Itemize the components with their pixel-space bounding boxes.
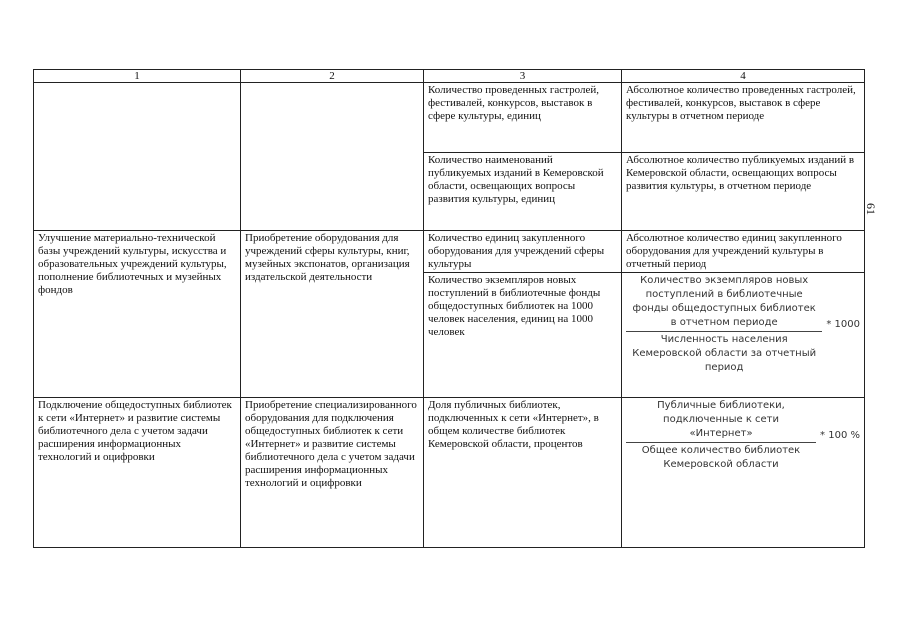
- table-header-row: [34, 70, 865, 83]
- method-cell: Абсолютное количество проведенных гастролей, фестивалей, конкурсов, выставок в сфере культуры в отчетном периоде: [622, 83, 865, 153]
- formula-numerator: Количество экземпляров новых поступлений в библиотечные фонды общедоступных библиотек в отчетном периоде: [626, 274, 822, 332]
- formula-internet-share: [626, 399, 860, 472]
- activity-cell: Приобретение оборудования для учреждений сферы культуры, книг, музейных экспонатов, организация издательской деятельности: [241, 231, 424, 398]
- formula-cell: [622, 398, 865, 548]
- table-row: [34, 231, 865, 273]
- formula-multiplier: * 100 %: [820, 429, 860, 441]
- indicator-cell: Количество экземпляров новых поступлений в библиотечные фонды общедоступных библиотек на 1000 человек населения, единиц на 1000 человек: [424, 273, 622, 398]
- indicator-cell: Количество единиц закупленного оборудования для учреждений сферы культуры: [424, 231, 622, 273]
- method-cell: Абсолютное количество единиц закупленного оборудования для учреждений культуры в отчетный период: [622, 231, 865, 273]
- indicator-cell: Количество наименований публикуемых изданий в Кемеровской области, освещающих вопросы развития культуры, единиц: [424, 153, 622, 231]
- fraction: [626, 399, 816, 472]
- indicator-cell: Количество проведенных гастролей, фестивалей, конкурсов, выставок в сфере культуры, единиц: [424, 83, 622, 153]
- table-row: [34, 398, 865, 548]
- table-row: [34, 83, 865, 153]
- formula-denominator: Общее количество библиотек Кемеровской области: [641, 445, 801, 470]
- activity-cell: Приобретение специализированного оборудования для подключения общедоступных библиотек к сети «Интернет» и развитие системы библиотечного дела с учетом задачи расширения информационных технологий и оцифровки: [241, 398, 424, 548]
- formula-cell: [622, 273, 865, 398]
- header-col-2: 2: [241, 70, 424, 83]
- header-col-3: 3: [424, 70, 622, 83]
- row-1-col-1-empty: [34, 83, 241, 231]
- method-cell: Абсолютное количество публикуемых изданий в Кемеровской области, освещающих вопросы развития культуры, в отчетном периоде: [622, 153, 865, 231]
- indicator-cell: Доля публичных библиотек, подключенных к сети «Интернет», в общем количестве библиотек Кемеровской области, процентов: [424, 398, 622, 548]
- formula-numerator: Публичные библиотеки, подключенные к сети «Интернет»: [626, 399, 816, 443]
- header-col-4: 4: [622, 70, 865, 83]
- task-cell: Улучшение материально-технической базы учреждений культуры, искусства и образовательных учреждений культуры, пополнение библиотечных и музейных фондов: [34, 231, 241, 398]
- fraction: [626, 274, 822, 375]
- page-number: 61: [864, 203, 878, 215]
- formula-multiplier: * 1000: [826, 318, 860, 330]
- header-col-1: 1: [34, 70, 241, 83]
- formula-denominator: Численность населения Кемеровской области за отчетный период: [632, 334, 817, 373]
- document-table: [33, 69, 865, 548]
- formula-books-per-1000: [626, 274, 860, 375]
- task-cell: Подключение общедоступных библиотек к сети «Интернет» и развитие системы библиотечного дела с учетом задачи расширения информационных технологий и оцифровки: [34, 398, 241, 548]
- row-1-col-2-empty: [241, 83, 424, 231]
